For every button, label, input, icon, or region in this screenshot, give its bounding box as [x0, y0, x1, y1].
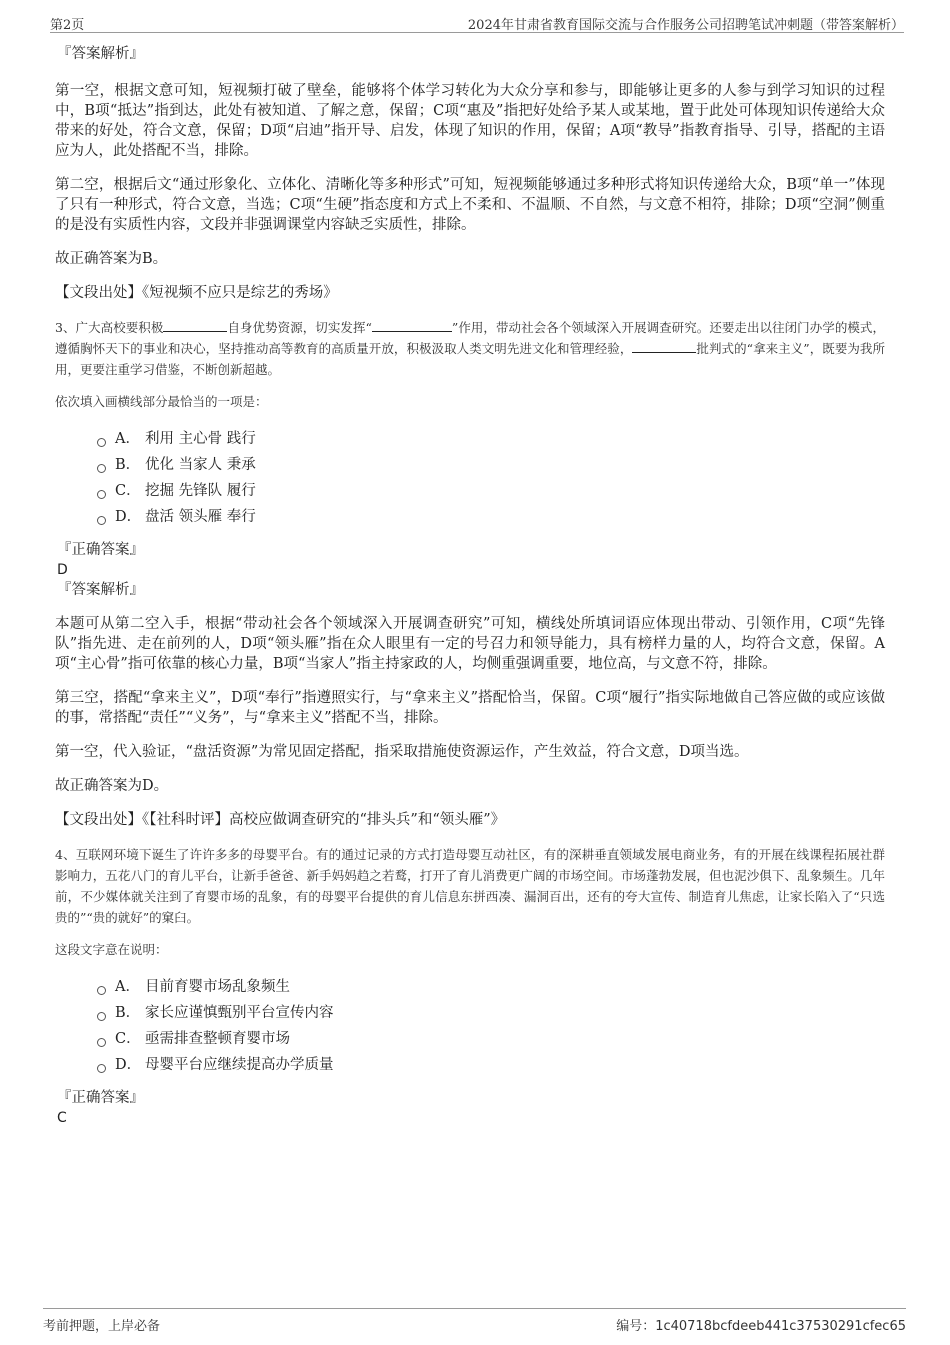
- q2-conclusion: 故正确答案为B。: [55, 251, 168, 267]
- radio-icon[interactable]: [97, 1064, 106, 1073]
- option-b[interactable]: B． 优化 当家人 秉承: [97, 452, 885, 478]
- q3-conclusion: 故正确答案为D。: [55, 778, 169, 794]
- question-4-prompt: 这段文字意在说明：: [55, 942, 168, 957]
- blank-3: [632, 340, 696, 353]
- page-header: [50, 12, 904, 33]
- q3-correct-label: 『正确答案』: [57, 542, 144, 558]
- option-a[interactable]: A． 利用 主心骨 践行: [97, 426, 885, 452]
- question-3-options: [97, 426, 885, 530]
- q4-answer: C: [57, 1110, 67, 1126]
- blank-2: [372, 319, 452, 332]
- option-c[interactable]: C． 亟需排查整顿育婴市场: [97, 1026, 885, 1052]
- q3-answer: D: [57, 562, 68, 578]
- document-title: 2024年甘肃省教育国际交流与合作服务公司招聘笔试冲刺题（带答案解析）: [467, 18, 904, 33]
- radio-icon[interactable]: [97, 1012, 106, 1021]
- option-c[interactable]: C． 挖掘 先锋队 履行: [97, 478, 885, 504]
- main-content: [55, 44, 885, 1128]
- q4-correct-label: 『正确答案』: [57, 1090, 144, 1106]
- option-a[interactable]: A． 目前育婴市场乱象频生: [97, 974, 885, 1000]
- option-d[interactable]: D． 盘活 领头雁 奉行: [97, 504, 885, 530]
- radio-icon[interactable]: [97, 464, 106, 473]
- q3-analysis-label: 『答案解析』: [57, 582, 144, 598]
- question-3-prompt: 依次填入画横线部分最恰当的一项是：: [55, 394, 268, 409]
- footer-slogan: 考前押题，上岸必备: [43, 1319, 161, 1334]
- q3-source: [55, 810, 885, 830]
- q2-source: [55, 283, 885, 303]
- q3-analysis-paragraph: 本题可从第二空入手，根据“带动社会各个领域深入开展调查研究”可知，横线处所填词语应体现出带动、引领作用，C项“先锋队”指先进、走在前列的人，D项“领头雁”指在众人眼里有一定的号召力和领导能力，具有榜样力量的人，均符合文意，保留。A项“主心骨”指可依靠的核心力量，B项“当家人”指主持家政的人，均侧重强调重要，地位高，与文意不符，排除。: [55, 616, 885, 672]
- q2-analysis-paragraph: 第一空，根据文意可知，短视频打破了壁垒，能够将个体学习转化为大众分享和参与，即能够让更多的人参与到学习知识的过程中，B项“抵达”指到达，此处有被知道、了解之意，保留；C项“惠及”指把好处给予某人或某地，置于此处可体现知识传递给大众带来的好处，符合文意，保留；D项“启迪”指开导、启发，体现了知识的作用，保留；A项“教导”指教育指导、引导，搭配的主语应为人，此处搭配不当，排除。: [55, 83, 885, 159]
- question-4-options: [97, 974, 885, 1078]
- page-footer: [43, 1308, 906, 1334]
- radio-icon[interactable]: [97, 490, 106, 499]
- question-4-stem: 4、互联网环境下诞生了许许多多的母婴平台。有的通过记录的方式打造母婴互动社区，有的深耕垂直领域发展电商业务，有的开展在线课程拓展社群影响力，五花八门的育儿平台，让新手爸爸、新手妈妈趋之若鹜，打开了育儿消费更广阔的市场空间。市场蓬勃发展，但也泥沙俱下、乱象频生。几年前，不少媒体就关注到了育婴市场的乱象，有的母婴平台提供的育儿信息东拼西凑、漏洞百出，还有的夸大宣传、制造育儿焦虑，让家长陷入了“只选贵的”“贵的就好”的窠臼。: [55, 847, 885, 925]
- radio-icon[interactable]: [97, 986, 106, 995]
- source-prefix: 【文段出处】: [55, 812, 142, 828]
- source-title: 《【社科时评】高校应做调查研究的“排头兵”和“领头雁”》: [142, 812, 506, 828]
- q3-analysis-paragraph: 第一空，代入验证，“盘活资源”为常见固定搭配，指采取措施使资源运作，产生效益，符合文意，D项当选。: [55, 744, 749, 760]
- question-3-stem: 3、广大高校要积极 自身优势资源，切实发挥“ ”作用，带动社会各个领域深入开展调查研究。还要走出以往闭门办学的模式，遵循胸怀天下的事业和决心，坚持推动高等教育的高质量开放，积极汲取人类文明先进文化和管理经验， 批判式的“拿来主义”，既要为我所用，更要注重学习借鉴，不断创新超越。: [55, 320, 885, 377]
- option-b[interactable]: B． 家长应谨慎甄别平台宣传内容: [97, 1000, 885, 1026]
- radio-icon[interactable]: [97, 438, 106, 447]
- source-prefix: 【文段出处】: [55, 285, 142, 301]
- q2-analysis-label: 『答案解析』: [57, 46, 144, 62]
- radio-icon[interactable]: [97, 516, 106, 525]
- blank-1: [163, 319, 227, 332]
- document-code: 编号：1c40718bcfdeeb441c37530291cfec65: [616, 1319, 906, 1334]
- source-title: 《短视频不应只是综艺的秀场》: [142, 285, 338, 301]
- radio-icon[interactable]: [97, 1038, 106, 1047]
- option-d[interactable]: D． 母婴平台应继续提高办学质量: [97, 1052, 885, 1078]
- q2-analysis-paragraph: 第二空，根据后文“通过形象化、立体化、清晰化等多种形式”可知，短视频能够通过多种形式将知识传递给大众，B项“单一”体现了只有一种形式，符合文意，当选；C项“生硬”指态度和方式上不柔和、不温顺、不自然，与文意不相符，排除；D项“空洞”侧重的是没有实质性内容，文段并非强调课堂内容缺乏实质性，排除。: [55, 177, 885, 233]
- page-number: 第2页: [50, 18, 85, 33]
- q3-analysis-paragraph: 第三空，搭配“拿来主义”，D项“奉行”指遵照实行，与“拿来主义”搭配恰当，保留。C项“履行”指实际地做自己答应做的或应该做的事，常搭配“责任”“义务”，与“拿来主义”搭配不当，排除。: [55, 690, 885, 726]
